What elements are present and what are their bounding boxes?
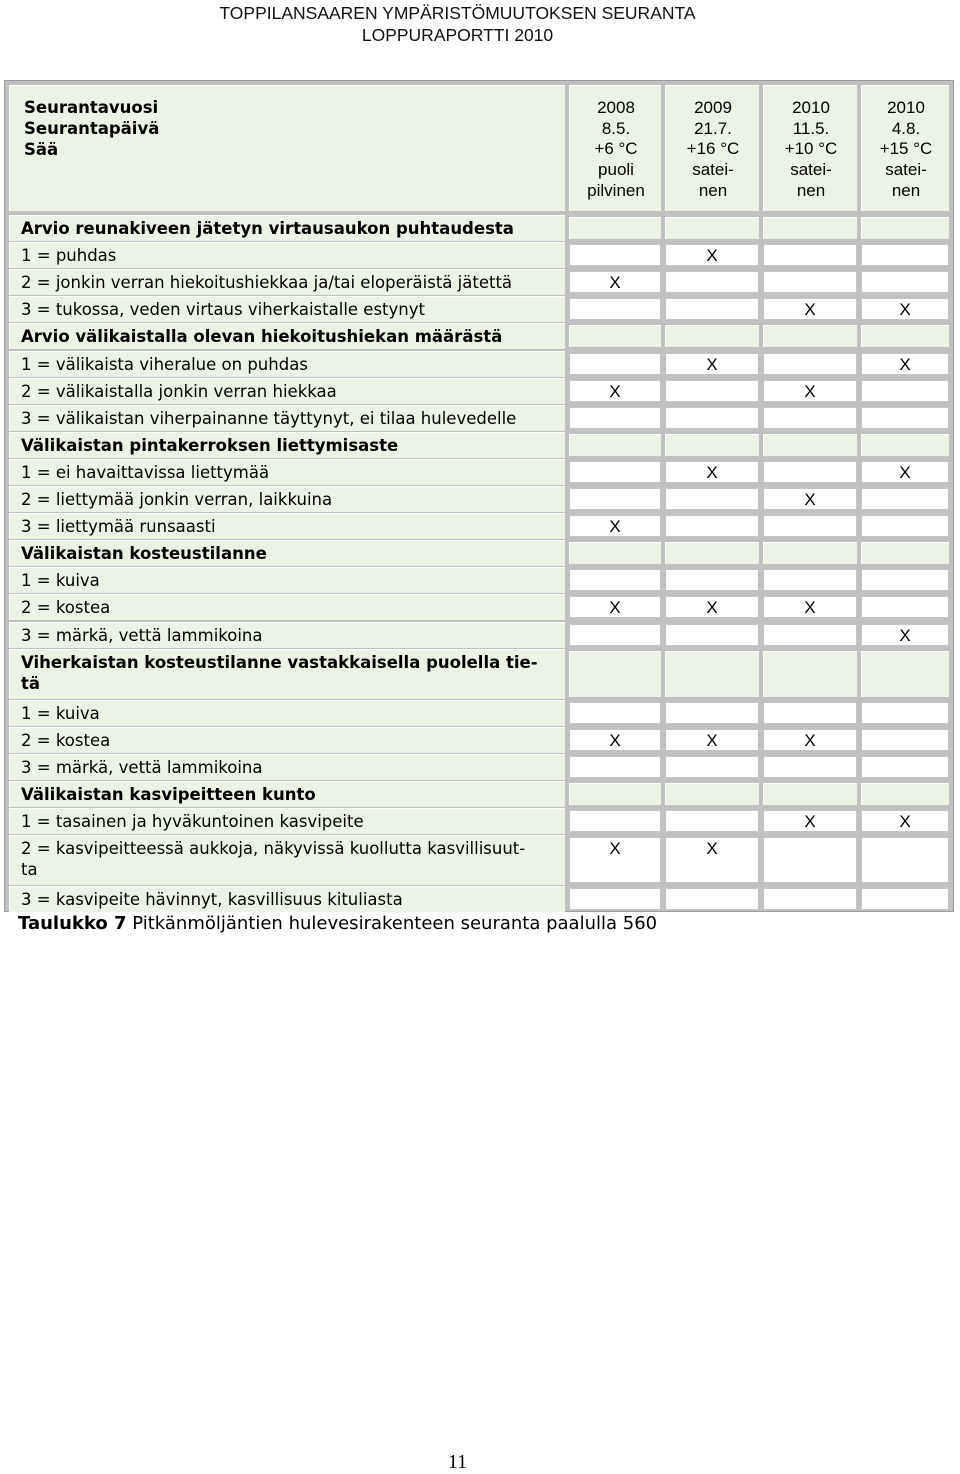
check-mark: X — [706, 730, 718, 750]
option-label: 3 = tukossa, veden virtaus viherkaistalle estynyt — [21, 300, 425, 320]
mark-cell — [569, 702, 661, 724]
mark-cell — [569, 488, 661, 510]
column-weather: satei- — [790, 160, 832, 180]
mark-cell — [763, 624, 857, 646]
mark-cell — [763, 407, 857, 429]
option-label-continued: ta — [21, 860, 38, 880]
mark-cell — [861, 702, 949, 724]
check-mark: X — [804, 598, 816, 618]
column-weather: satei- — [692, 160, 734, 180]
mark-cell — [763, 325, 857, 347]
check-mark: X — [804, 730, 816, 750]
column-weather: nen — [891, 180, 921, 200]
header-column-cell — [861, 85, 949, 211]
mark-cell — [763, 515, 857, 537]
option-label: 3 = märkä, vettä lammikoina — [21, 625, 263, 645]
section-heading: Välikaistan pintakerroksen liettymisaste — [21, 435, 399, 455]
mark-cell — [763, 702, 857, 724]
header-title: TOPPILANSAAREN YMPÄRISTÖMUUTOKSEN SEURANTA — [219, 3, 696, 23]
mark-cell — [665, 271, 759, 293]
check-mark: X — [804, 490, 816, 509]
mark-cell — [665, 217, 759, 239]
page-header — [0, 2, 915, 46]
option-label: 2 = kostea — [21, 598, 111, 618]
mark-cell — [665, 888, 759, 910]
check-mark: X — [706, 839, 718, 859]
mark-cell — [763, 434, 857, 456]
mark-cell — [569, 461, 661, 483]
header-subtitle: LOPPURAPORTTI 2010 — [361, 25, 554, 45]
mark-cell — [861, 434, 949, 456]
mark-cell — [861, 325, 949, 347]
mark-cell — [861, 756, 949, 778]
mark-cell — [763, 217, 857, 239]
check-mark: X — [804, 812, 816, 832]
check-mark: X — [706, 598, 718, 618]
check-mark: X — [609, 517, 621, 537]
header-column — [570, 98, 662, 202]
option-label: 1 = ei havaittavissa liettymää — [21, 462, 270, 482]
mark-cell — [861, 488, 949, 510]
check-mark: X — [899, 625, 911, 645]
mark-cell — [665, 407, 759, 429]
mark-cell — [665, 702, 759, 724]
option-label: 2 = jonkin verran hiekoitushiekkaa ja/tai eloperäistä jätettä — [21, 273, 513, 293]
mark-cell — [569, 783, 661, 805]
mark-cell — [665, 651, 759, 697]
mark-cell — [665, 434, 759, 456]
mark-cell — [569, 244, 661, 266]
section-heading: Välikaistan kosteustilanne — [21, 544, 267, 564]
section-heading: Viherkaistan kosteustilanne vastakkaisella puolella tie- — [21, 652, 538, 672]
mark-cell — [665, 380, 759, 402]
mark-cell — [665, 488, 759, 510]
check-mark: X — [804, 300, 816, 320]
mark-cell — [569, 756, 661, 778]
mark-cell — [763, 271, 857, 293]
check-mark: X — [706, 246, 718, 266]
mark-cell — [665, 325, 759, 347]
header-label: Seurantapäivä — [24, 119, 160, 138]
monitoring-table — [4, 80, 954, 912]
column-date: 11.5. — [792, 118, 830, 138]
mark-cell — [861, 271, 949, 293]
mark-cell — [861, 837, 949, 883]
mark-cell — [861, 569, 949, 591]
option-label: 3 = kasvipeite hävinnyt, kasvillisuus kituliasta — [21, 890, 403, 910]
mark-cell — [569, 888, 661, 910]
column-temp: +15 °C — [879, 139, 933, 159]
section-heading: Arvio reunakiveen jätetyn virtausaukon puhtaudesta — [21, 219, 514, 238]
mark-cell — [763, 542, 857, 564]
section-heading: Arvio välikaistalla olevan hiekoitushiekan määrästä — [21, 327, 503, 347]
column-date: 4.8. — [891, 118, 921, 138]
option-label: 2 = välikaistalla jonkin verran hiekkaa — [21, 381, 337, 401]
column-temp: +10 °C — [784, 139, 838, 159]
mark-cell — [569, 298, 661, 320]
mark-cell — [763, 756, 857, 778]
column-weather: nen — [698, 180, 728, 200]
mark-cell — [665, 569, 759, 591]
column-year: 2008 — [597, 98, 635, 117]
check-mark: X — [899, 462, 911, 482]
mark-cell — [569, 407, 661, 429]
mark-cell — [569, 353, 661, 375]
header-labels — [24, 97, 159, 160]
mark-cell — [861, 407, 949, 429]
mark-cell — [861, 515, 949, 537]
section-heading: Välikaistan kasvipeitteen kunto — [21, 785, 316, 804]
header-column — [666, 98, 760, 202]
option-label: 2 = liettymää jonkin verran, laikkuina — [21, 490, 333, 509]
mark-cell — [763, 783, 857, 805]
mark-cell — [763, 353, 857, 375]
check-mark: X — [706, 462, 718, 482]
option-label: 2 = kostea — [21, 730, 111, 750]
option-label: 1 = puhdas — [21, 246, 117, 266]
mark-cell — [763, 461, 857, 483]
column-date: 8.5. — [601, 118, 631, 138]
mark-cell — [763, 651, 857, 697]
header-label: Seurantavuosi — [24, 98, 159, 117]
mark-cell — [861, 380, 949, 402]
check-mark: X — [609, 381, 621, 401]
option-label: 3 = välikaistan viherpainanne täyttynyt, ei tilaa hulevedelle — [21, 408, 517, 428]
column-weather: nen — [796, 180, 826, 200]
mark-cell — [861, 217, 949, 239]
mark-cell — [569, 434, 661, 456]
mark-cell — [763, 569, 857, 591]
page-number: 11 — [447, 1451, 468, 1473]
mark-cell — [569, 325, 661, 347]
header-column-cell — [569, 85, 661, 211]
mark-cell — [861, 244, 949, 266]
column-temp: +16 °C — [686, 139, 740, 159]
option-label-continued: tä — [21, 673, 41, 693]
column-weather: puoli — [598, 160, 634, 180]
caption-label: Taulukko 7 — [18, 913, 127, 934]
table-caption — [18, 912, 657, 936]
column-weather: pilvinen — [587, 180, 645, 200]
option-label: 2 = kasvipeitteessä aukkoja, näkyvissä kuollutta kasvillisuut- — [21, 839, 526, 859]
check-mark: X — [609, 273, 621, 293]
check-mark: X — [609, 730, 621, 750]
option-label: 1 = kuiva — [21, 571, 100, 591]
mark-cell — [861, 651, 949, 697]
check-mark: X — [899, 354, 911, 374]
header-column — [862, 98, 950, 202]
mark-cell — [569, 569, 661, 591]
check-mark: X — [706, 354, 718, 374]
check-mark: X — [609, 839, 621, 859]
mark-cell — [665, 542, 759, 564]
caption-text: Pitkänmöljäntien hulevesirakenteen seuranta paalulla 560 — [126, 913, 658, 934]
option-label: 1 = välikaista viheralue on puhdas — [21, 354, 308, 374]
mark-cell — [665, 756, 759, 778]
column-year: 2009 — [694, 98, 732, 117]
option-label: 3 = märkä, vettä lammikoina — [21, 757, 263, 777]
mark-cell — [861, 542, 949, 564]
column-year: 2010 — [792, 98, 830, 117]
option-label: 1 = kuiva — [21, 703, 100, 723]
check-mark: X — [899, 812, 911, 832]
option-label: 1 = tasainen ja hyväkuntoinen kasvipeite — [21, 812, 364, 832]
mark-cell — [569, 624, 661, 646]
mark-cell — [763, 244, 857, 266]
column-date: 21.7. — [694, 118, 732, 138]
mark-cell — [569, 810, 661, 832]
check-mark: X — [609, 598, 621, 618]
mark-cell — [665, 783, 759, 805]
header-column-cell — [763, 85, 857, 211]
mark-cell — [665, 298, 759, 320]
mark-cell — [861, 596, 949, 618]
mark-cell — [665, 810, 759, 832]
mark-cell — [569, 542, 661, 564]
mark-cell — [763, 837, 857, 883]
mark-cell — [569, 651, 661, 697]
mark-cell — [861, 888, 949, 910]
option-label: 3 = liettymää runsaasti — [21, 517, 216, 537]
header-column-cell — [665, 85, 759, 211]
column-temp: +6 °C — [594, 139, 638, 159]
mark-cell — [763, 888, 857, 910]
mark-cell — [665, 624, 759, 646]
column-year: 2010 — [887, 98, 925, 117]
check-mark: X — [804, 381, 816, 401]
mark-cell — [569, 217, 661, 239]
mark-cell — [665, 515, 759, 537]
mark-cell — [861, 729, 949, 751]
mark-cell — [861, 783, 949, 805]
header-column — [764, 98, 858, 202]
column-weather: satei- — [885, 160, 927, 180]
header-label: Sää — [24, 140, 59, 159]
header-label-cell — [9, 85, 565, 211]
check-mark: X — [899, 300, 911, 320]
